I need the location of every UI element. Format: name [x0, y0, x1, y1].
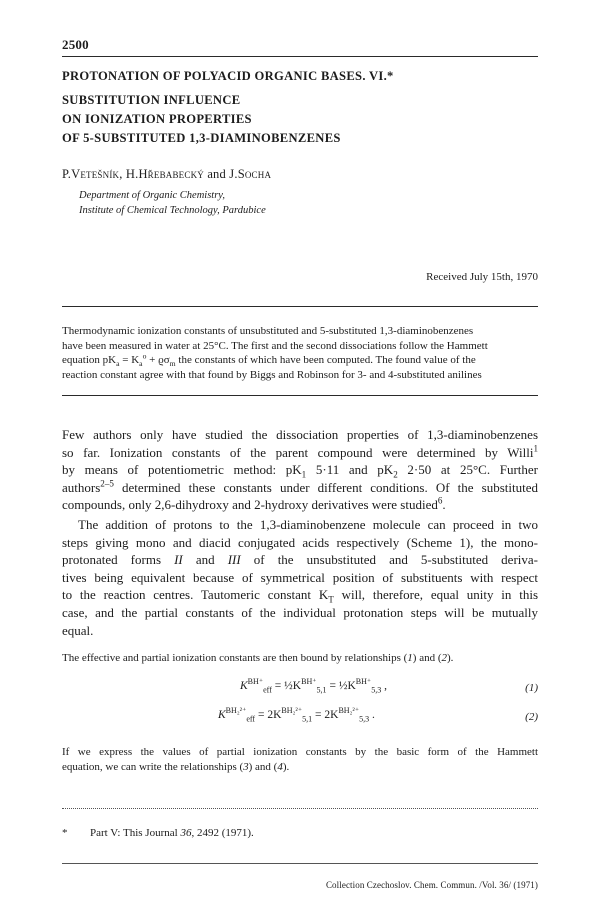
- author-name: Socha: [237, 167, 272, 181]
- journal-footer: Collection Czechoslov. Chem. Commun. /Vol. 36/ (1971): [325, 880, 538, 890]
- equation-2: $K^{BH_2^{2+}}_{eff} = 2K^{BH_2^{2+}}_{5,1} = 2K^{BH_2^{2+}}_{5,3}$ .: [218, 706, 375, 724]
- footer-rule: [62, 863, 538, 864]
- equation-1: $K^{BH^+}_{eff}$ = $\frac{1}{2}K^{BH^+}_{5,1}$ = $\frac{1}{2}K^{BH^+}_{5,3}$ ,: [240, 677, 387, 695]
- equation-1-number: (1): [525, 682, 538, 694]
- affiliation-line-1: Department of Organic Chemistry,: [79, 190, 226, 201]
- header-rule: [62, 56, 538, 57]
- article-title-line-4: OF 5-SUBSTITUTED 1,3-DIAMINOBENZENES: [62, 131, 341, 145]
- received-date: Received July 15th, 1970: [426, 271, 538, 283]
- abstract: Thermodynamic ionization constants of unsubstituted and 5-substituted 1,3-diaminobenzenes have been measured in water at 25°C. The first and the second dissociations follow the Hammett equation $pK_a = K_a^o + ϱ\sigma_m$ the constants of which have been computed. The found value of the reaction constant agree with that found by Biggs and Robinson for 3- and 4-substituted anilines: [62, 325, 488, 381]
- body-paragraph-2: The addition of protons to the 1,3-diaminobenzene molecule can proceed in two steps giving mono and diacid conjugated acids respectively (Scheme 1), the mono- protonated forms II and III of the unsubstituted and 5-substituted deriva- tives being equivalent because of symmetrical position of substituents with respect to the reaction centres. Tautomeric constant $K_T$ will, therefore, equal unity in this case, and the partial constants of the individual protonation steps will be mutually equal.: [62, 517, 538, 638]
- abstract-top-rule: [62, 306, 538, 307]
- authors: P.Vetešník, H.Hřebabecký and J.Socha: [62, 167, 272, 181]
- equation-2-number: (2): [525, 711, 538, 723]
- page-number: 2500: [62, 37, 89, 52]
- footnote-rule: [62, 808, 538, 809]
- article-title-line-3: ON IONIZATION PROPERTIES: [62, 112, 252, 126]
- affiliation-line-2: Institute of Chemical Technology, Pardubice: [79, 205, 266, 216]
- article-title-line-2: SUBSTITUTION INFLUENCE: [62, 93, 241, 107]
- article-title-line-1: PROTONATION OF POLYACID ORGANIC BASES. VI.*: [62, 69, 394, 83]
- body-paragraph-1: Few authors only have studied the dissociation properties of 1,3-diaminobenzenes so far. Ionization constants of the parent compound were determined by Willi$^1$ by means of potentiometric method: $pK_1$ 5·11 and $pK_2$ 2·50 at 25°C. Further authors$^{2-5}$ determined these constants under different conditions. Of the substituted compounds, only 2,6-dihydroxy and 2-hydroxy derivatives were studied$^6$.: [62, 427, 538, 513]
- author-name: Vetešník: [71, 167, 120, 181]
- hammett-paragraph: If we express the values of partial ionization constants by the basic form of the Hammett equation, we can write the relationships (3) and (4).: [62, 746, 538, 773]
- footnote: * Part V: This Journal 36, 2492 (1971).: [62, 827, 254, 839]
- abstract-bottom-rule: [62, 395, 538, 396]
- author-name: Hřebabecký: [138, 167, 204, 181]
- relationship-intro: The effective and partial ionization constants are then bound by relationships (1) and (2).: [62, 652, 454, 664]
